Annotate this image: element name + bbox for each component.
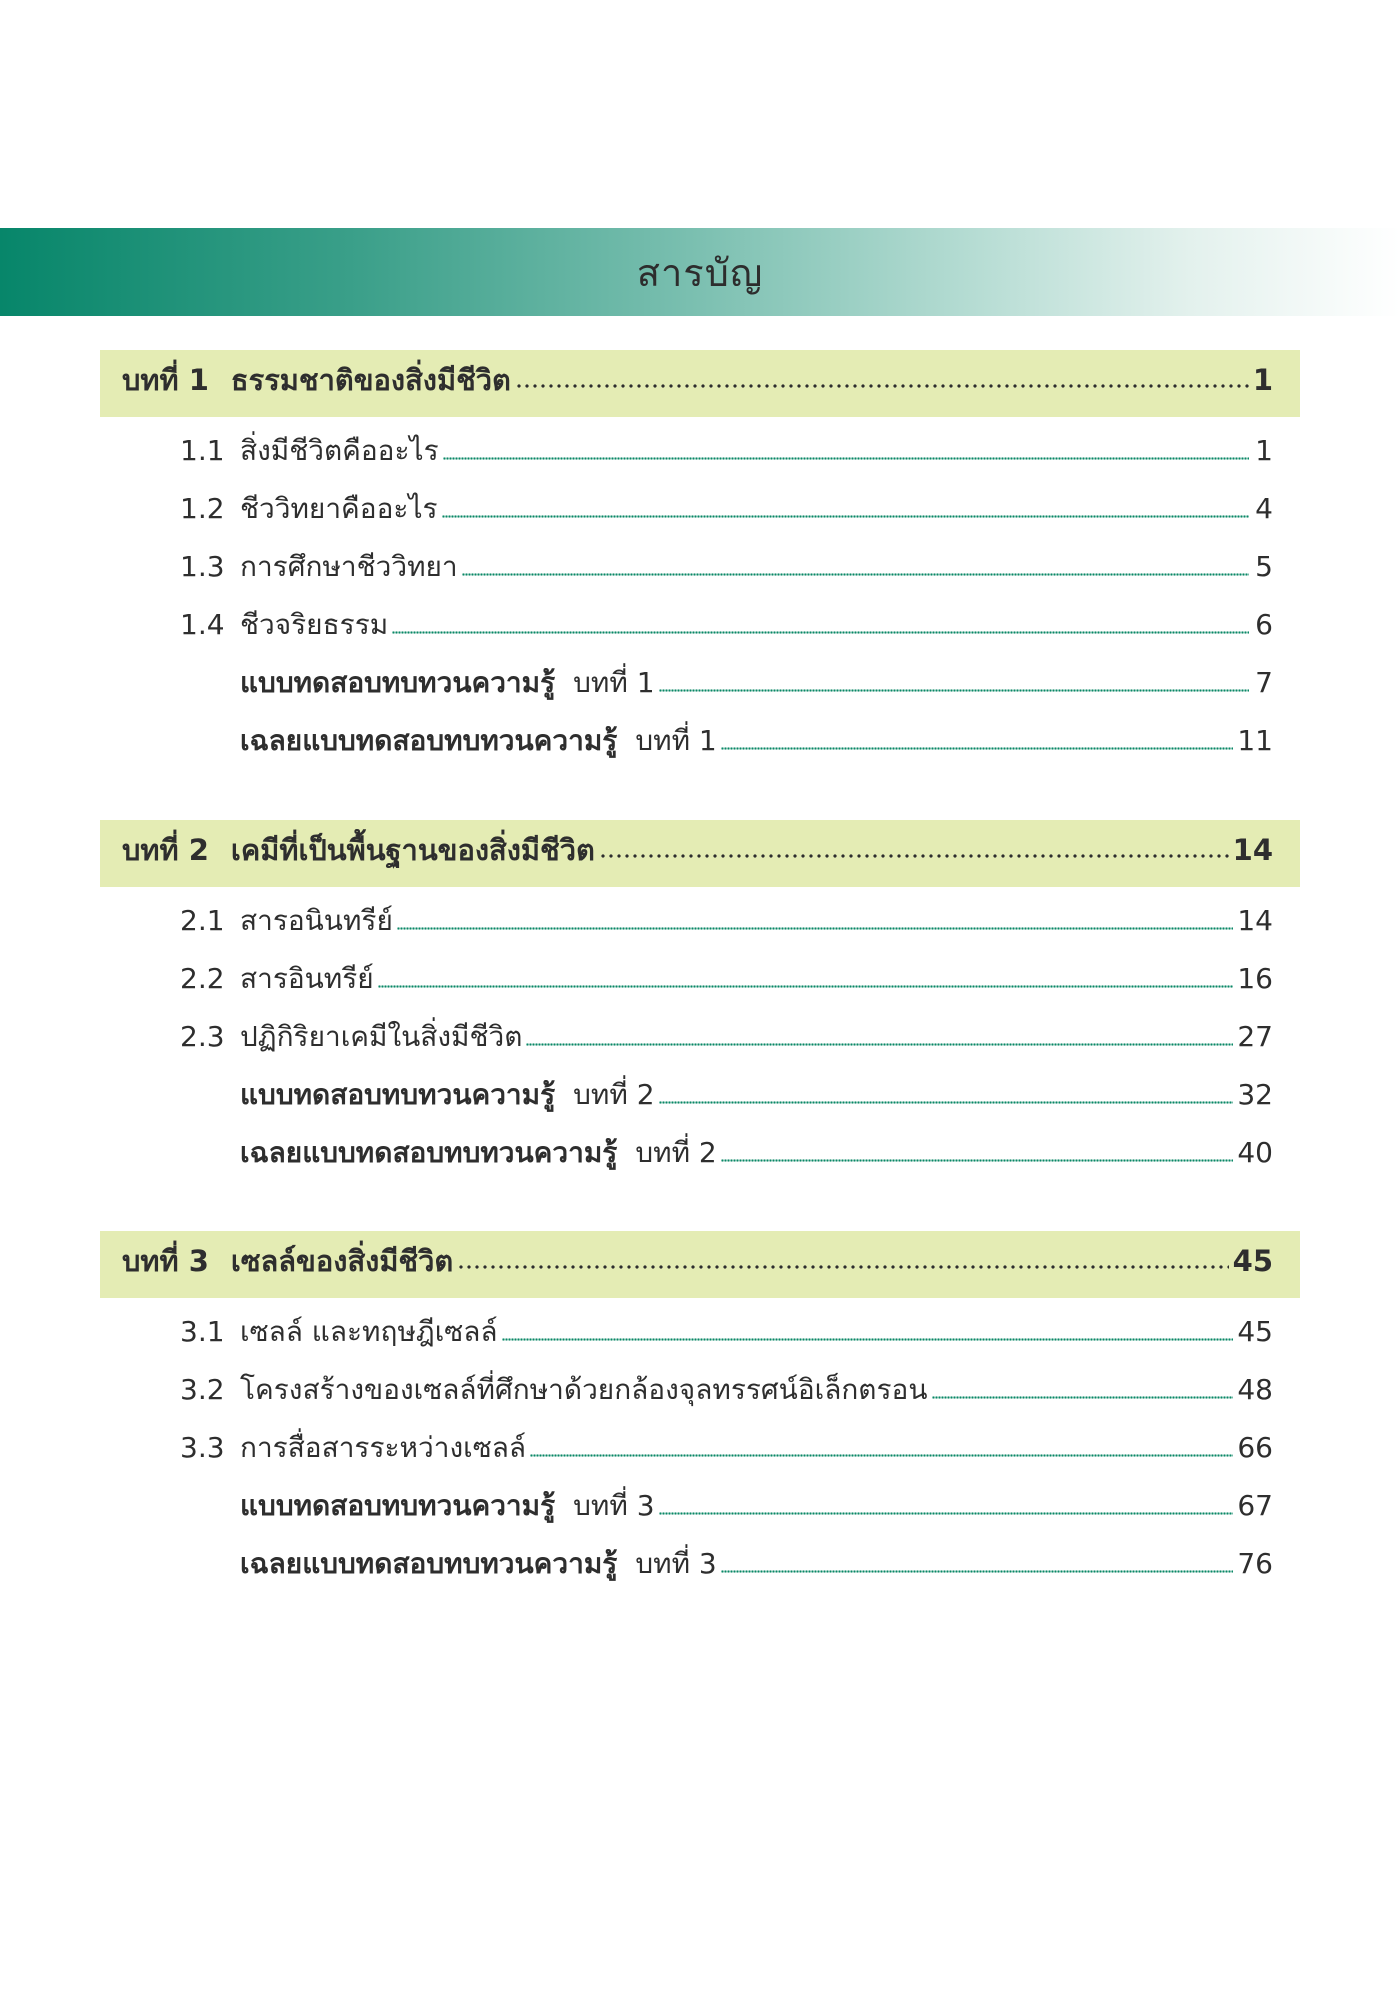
answers-title: เฉลยแบบทดสอบทบทวนความรู้ — [240, 724, 618, 757]
section-number: 1.1 — [180, 434, 225, 467]
chapter-ref: บทที่ 3 — [573, 1489, 655, 1522]
page-number: 14 — [1237, 904, 1273, 937]
section-title: สิ่งมีชีวิตคืออะไร — [240, 434, 439, 467]
dot-leader — [462, 573, 1249, 576]
page-number: 32 — [1237, 1078, 1273, 1111]
section-number: 1.2 — [180, 492, 225, 525]
toc-entry[interactable] — [100, 1368, 1300, 1426]
toc-entry[interactable] — [100, 603, 1300, 661]
answers-title: เฉลยแบบทดสอบทบทวนความรู้ — [240, 1547, 618, 1580]
dot-leader — [932, 1396, 1234, 1399]
dot-leader — [502, 1338, 1234, 1341]
section-number: 1.3 — [180, 550, 225, 583]
page-number: 6 — [1255, 608, 1273, 641]
section-number: 3.3 — [180, 1431, 225, 1464]
page-number: 66 — [1237, 1431, 1273, 1464]
section-title: โครงสร้างของเซลล์ที่ศึกษาด้วยกล้องจุลทรรศน์อิเล็กตรอน — [240, 1373, 928, 1406]
chapter-ref: บทที่ 3 — [635, 1547, 717, 1580]
toc-entry[interactable] — [100, 1310, 1300, 1368]
chapter-heading[interactable] — [100, 1231, 1300, 1298]
section-number: 3.1 — [180, 1315, 225, 1348]
toc-entry-review-test[interactable] — [100, 661, 1300, 719]
page-number: 45 — [1237, 1315, 1273, 1348]
chapter-ref: บทที่ 2 — [573, 1078, 655, 1111]
review-title: แบบทดสอบทบทวนความรู้ — [240, 666, 556, 699]
page-number: 7 — [1255, 666, 1273, 699]
toc-entry[interactable] — [100, 429, 1300, 487]
chapter-number: บทที่ 1 — [122, 363, 209, 397]
page-title: สารบัญ — [636, 250, 764, 295]
section-number: 2.1 — [180, 904, 225, 937]
page-number: 5 — [1255, 550, 1273, 583]
chapter-page: 14 — [1232, 833, 1273, 867]
dot-leader — [721, 1159, 1234, 1162]
section-number: 2.3 — [180, 1020, 225, 1053]
toc-entry[interactable] — [100, 1426, 1300, 1484]
dot-leader — [721, 1570, 1234, 1573]
chapter-title: ธรรมชาติของสิ่งมีชีวิต — [230, 363, 511, 397]
chapter-heading[interactable] — [100, 820, 1300, 887]
section-number: 2.2 — [180, 962, 225, 995]
review-title: แบบทดสอบทบทวนความรู้ — [240, 1078, 556, 1111]
section-title: การสื่อสารระหว่างเซลล์ — [240, 1431, 527, 1464]
dot-leader — [443, 457, 1249, 460]
page-number: 67 — [1237, 1489, 1273, 1522]
dot-leader — [659, 1101, 1234, 1104]
answers-title: เฉลยแบบทดสอบทบทวนความรู้ — [240, 1136, 618, 1169]
dot-leader — [659, 1512, 1234, 1515]
toc-entry-review-test[interactable] — [100, 1484, 1300, 1542]
chapter-3 — [100, 1231, 1300, 1600]
chapter-page: 45 — [1232, 1244, 1273, 1278]
dot-leader — [659, 689, 1249, 692]
section-title: เซลล์ และทฤษฎีเซลล์ — [240, 1315, 498, 1348]
page-number: 11 — [1237, 724, 1273, 757]
dot-leader — [515, 384, 1249, 388]
dot-leader — [526, 1043, 1233, 1046]
toc-entry-answers[interactable] — [100, 1542, 1300, 1600]
toc-entry-answers[interactable] — [100, 719, 1300, 777]
chapter-ref: บทที่ 1 — [635, 724, 717, 757]
dot-leader — [721, 747, 1234, 750]
chapter-number: บทที่ 2 — [122, 833, 209, 867]
toc-entry[interactable] — [100, 1015, 1300, 1073]
dot-leader — [599, 854, 1229, 858]
section-title: ปฏิกิริยาเคมีในสิ่งมีชีวิต — [240, 1020, 523, 1053]
chapter-title: เซลล์ของสิ่งมีชีวิต — [230, 1244, 454, 1278]
chapter-2 — [100, 820, 1300, 1189]
chapter-title: เคมีที่เป็นพื้นฐานของสิ่งมีชีวิต — [230, 833, 595, 867]
dot-leader — [530, 1454, 1233, 1457]
chapter-heading[interactable] — [100, 350, 1300, 417]
section-title: ชีววิทยาคืออะไร — [240, 492, 438, 525]
section-title: สารอินทรีย์ — [240, 962, 374, 995]
review-title: แบบทดสอบทบทวนความรู้ — [240, 1489, 556, 1522]
toc-entry[interactable] — [100, 899, 1300, 957]
section-title: สารอนินทรีย์ — [240, 904, 393, 937]
page-number: 40 — [1237, 1136, 1273, 1169]
section-title: ชีวจริยธรรม — [240, 608, 389, 641]
dot-leader — [457, 1265, 1228, 1269]
dot-leader — [442, 515, 1249, 518]
chapter-1 — [100, 350, 1300, 777]
section-title: การศึกษาชีววิทยา — [240, 550, 458, 583]
chapter-page: 1 — [1252, 363, 1273, 397]
page-number: 48 — [1237, 1373, 1273, 1406]
page-number: 27 — [1237, 1020, 1273, 1053]
toc-banner — [0, 228, 1400, 316]
dot-leader — [378, 985, 1234, 988]
toc-entry-answers[interactable] — [100, 1131, 1300, 1189]
page-number: 4 — [1255, 492, 1273, 525]
toc-entry[interactable] — [100, 487, 1300, 545]
section-number: 1.4 — [180, 608, 225, 641]
page-number: 76 — [1237, 1547, 1273, 1580]
chapter-number: บทที่ 3 — [122, 1244, 209, 1278]
chapter-ref: บทที่ 1 — [573, 666, 655, 699]
page-number: 16 — [1237, 962, 1273, 995]
toc-entry[interactable] — [100, 545, 1300, 603]
toc-entry-review-test[interactable] — [100, 1073, 1300, 1131]
section-number: 3.2 — [180, 1373, 225, 1406]
dot-leader — [392, 631, 1249, 634]
chapter-ref: บทที่ 2 — [635, 1136, 717, 1169]
toc-entry[interactable] — [100, 957, 1300, 1015]
dot-leader — [397, 927, 1234, 930]
page-number: 1 — [1255, 434, 1273, 467]
